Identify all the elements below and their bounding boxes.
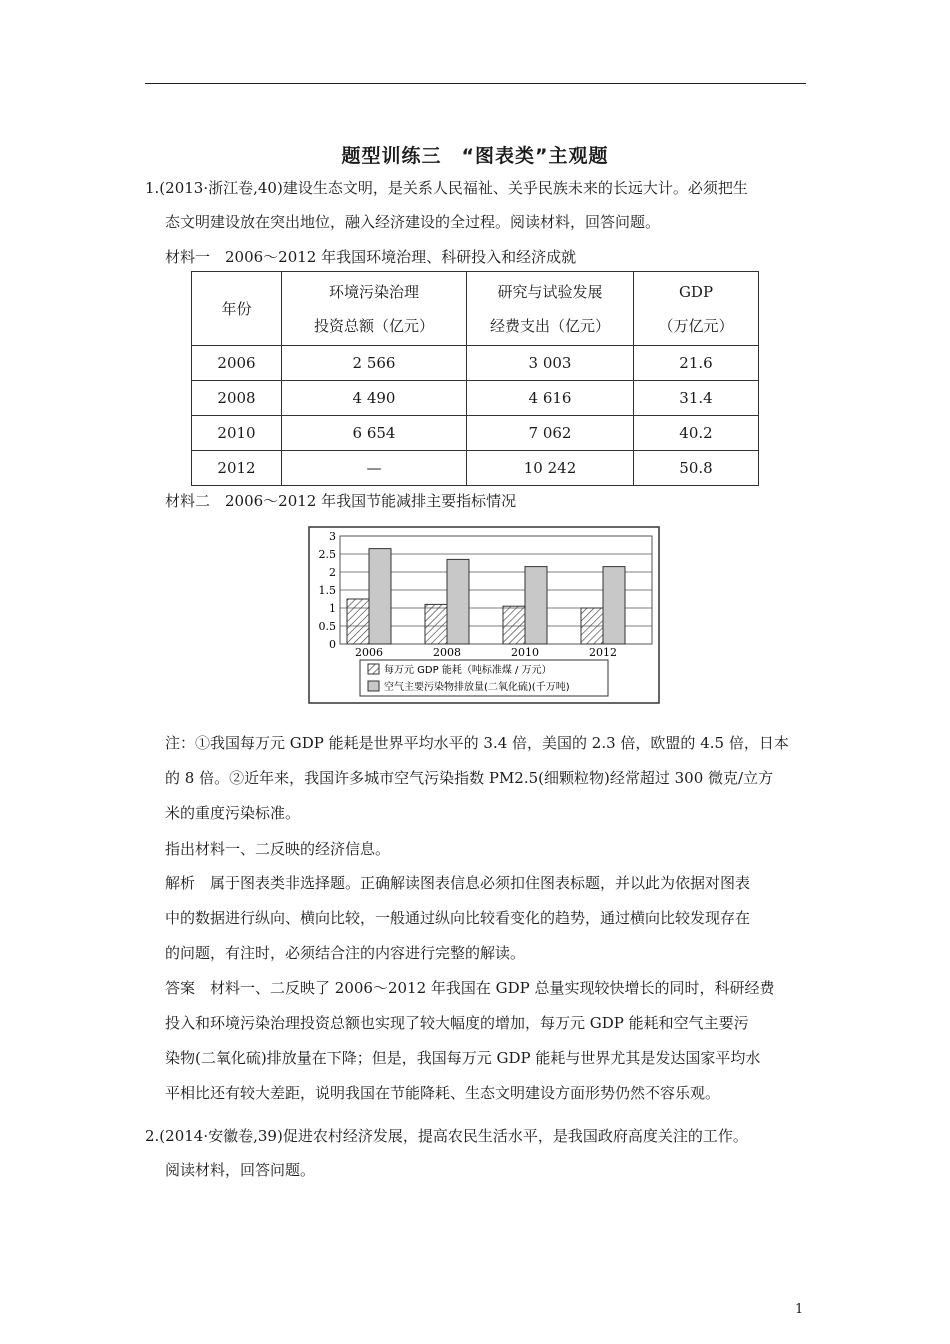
x-tick-label: 2008	[433, 646, 461, 659]
table-row	[192, 416, 759, 451]
note-line: 注：①我国每万元 GDP 能耗是世界平均水平的 3.4 倍，美国的 2.3 倍，欧盟的 4.5 倍，日本	[165, 734, 789, 752]
x-tick-label: 2012	[589, 646, 617, 659]
bar-so2-2010	[525, 567, 547, 644]
q1-stem	[145, 171, 830, 239]
table-row	[192, 346, 759, 381]
table-cell: 2006	[192, 346, 282, 381]
bar-energy-2006	[347, 599, 369, 644]
header-rd-spending: 研究与试验发展 经费支出（亿元）	[467, 272, 634, 346]
header-gdp: GDP （万亿元）	[634, 272, 759, 346]
page-title: 题型训练三 “图表类”主观题	[341, 145, 609, 167]
y-tick-label: 2	[329, 566, 336, 579]
y-tick-label: 1	[329, 602, 336, 615]
table-cell: 2010	[192, 416, 282, 451]
material1-table	[191, 271, 759, 486]
header-rule	[145, 83, 806, 84]
page-number: 1	[795, 1302, 804, 1317]
analysis	[165, 866, 750, 971]
table-cell: 2012	[192, 451, 282, 486]
note	[165, 726, 789, 831]
table-cell: 6 654	[282, 416, 467, 451]
table-cell: 40.2	[634, 416, 759, 451]
answer-line: 染物(二氧化硫)排放量在下降；但是，我国每万元 GDP 能耗与世界尤其是发达国家平均水	[165, 1049, 761, 1067]
table-cell: 4 490	[282, 381, 467, 416]
q1-line1: 1.(2013·浙江卷,40)建设生态文明，是关系人民福祉、关乎民族未来的长远大计。必须把生	[145, 179, 748, 197]
y-tick-label: 0	[329, 638, 336, 651]
bar-so2-2008	[447, 559, 469, 644]
legend-swatch-2	[368, 681, 379, 691]
legend-swatch-1	[368, 664, 379, 674]
material2-title: 材料二 2006～2012 年我国节能减排主要指标情况	[165, 492, 517, 510]
q2-line1: 2.(2014·安徽卷,39)促进农村经济发展，提高农民生活水平，是我国政府高度关注的工作。	[145, 1127, 748, 1145]
table-cell: 3 003	[467, 346, 634, 381]
analysis-line: 的问题，有注时，必须结合注的内容进行完整的解读。	[165, 944, 526, 962]
x-tick-label: 2010	[511, 646, 539, 659]
y-tick-label: 3	[329, 530, 336, 543]
bar-energy-2012	[581, 608, 603, 644]
table-cell: 10 242	[467, 451, 634, 486]
note-line: 的 8 倍。②近年来，我国许多城市空气污染指数 PM2.5(细颗粒物)经常超过 300 微克/立方	[165, 769, 774, 787]
q1-line2: 态文明建设放在突出地位，融入经济建设的全过程。阅读材料，回答问题。	[165, 213, 661, 231]
x-tick-label: 2006	[355, 646, 383, 659]
header-year: 年份	[192, 272, 282, 346]
header-env-investment: 环境污染治理 投资总额（亿元）	[282, 272, 467, 346]
bar-so2-2012	[603, 567, 625, 644]
table-cell: 21.6	[634, 346, 759, 381]
y-tick-label: 0.5	[318, 620, 336, 633]
note-line: 米的重度污染标准。	[165, 804, 301, 822]
table-cell: 2008	[192, 381, 282, 416]
table-cell: 2 566	[282, 346, 467, 381]
bar-energy-2010	[503, 606, 525, 644]
question-prompt: 指出材料一、二反映的经济信息。	[165, 840, 391, 858]
table-cell: —	[282, 451, 467, 486]
material1-title: 材料一 2006～2012 年我国环境治理、科研投入和经济成就	[165, 248, 577, 266]
emissions-bar-chart	[308, 526, 660, 704]
legend-label-2: 空气主要污染物排放量(二氧化硫)(千万吨)	[384, 682, 570, 693]
analysis-line: 解析 属于图表类非选择题。正确解读图表信息必须扣住图表标题，并以此为依据对图表	[165, 874, 751, 892]
q2-line2: 阅读材料，回答问题。	[165, 1161, 316, 1179]
y-tick-label: 2.5	[318, 548, 336, 561]
analysis-line: 中的数据进行纵向、横向比较，一般通过纵向比较看变化的趋势，通过横向比较发现存在	[165, 909, 751, 927]
table-cell: 50.8	[634, 451, 759, 486]
bar-so2-2006	[369, 549, 391, 644]
answer	[165, 971, 775, 1111]
bar-energy-2008	[425, 604, 447, 644]
table-row	[192, 451, 759, 486]
y-tick-label: 1.5	[318, 584, 336, 597]
legend-label-1: 每万元 GDP 能耗（吨标准煤 / 万元）	[384, 665, 552, 676]
table-cell: 4 616	[467, 381, 634, 416]
table-header-row	[192, 272, 759, 346]
answer-line: 答案 材料一、二反映了 2006～2012 年我国在 GDP 总量实现较快增长的同时，科研经费	[165, 979, 775, 997]
answer-line: 投入和环境污染治理投资总额也实现了较大幅度的增加，每万元 GDP 能耗和空气主要污	[165, 1014, 749, 1032]
q2-stem	[145, 1119, 830, 1187]
table-cell: 7 062	[467, 416, 634, 451]
table-row	[192, 381, 759, 416]
table-cell: 31.4	[634, 381, 759, 416]
answer-line: 平相比还有较大差距，说明我国在节能降耗、生态文明建设方面形势仍然不容乐观。	[165, 1084, 721, 1102]
